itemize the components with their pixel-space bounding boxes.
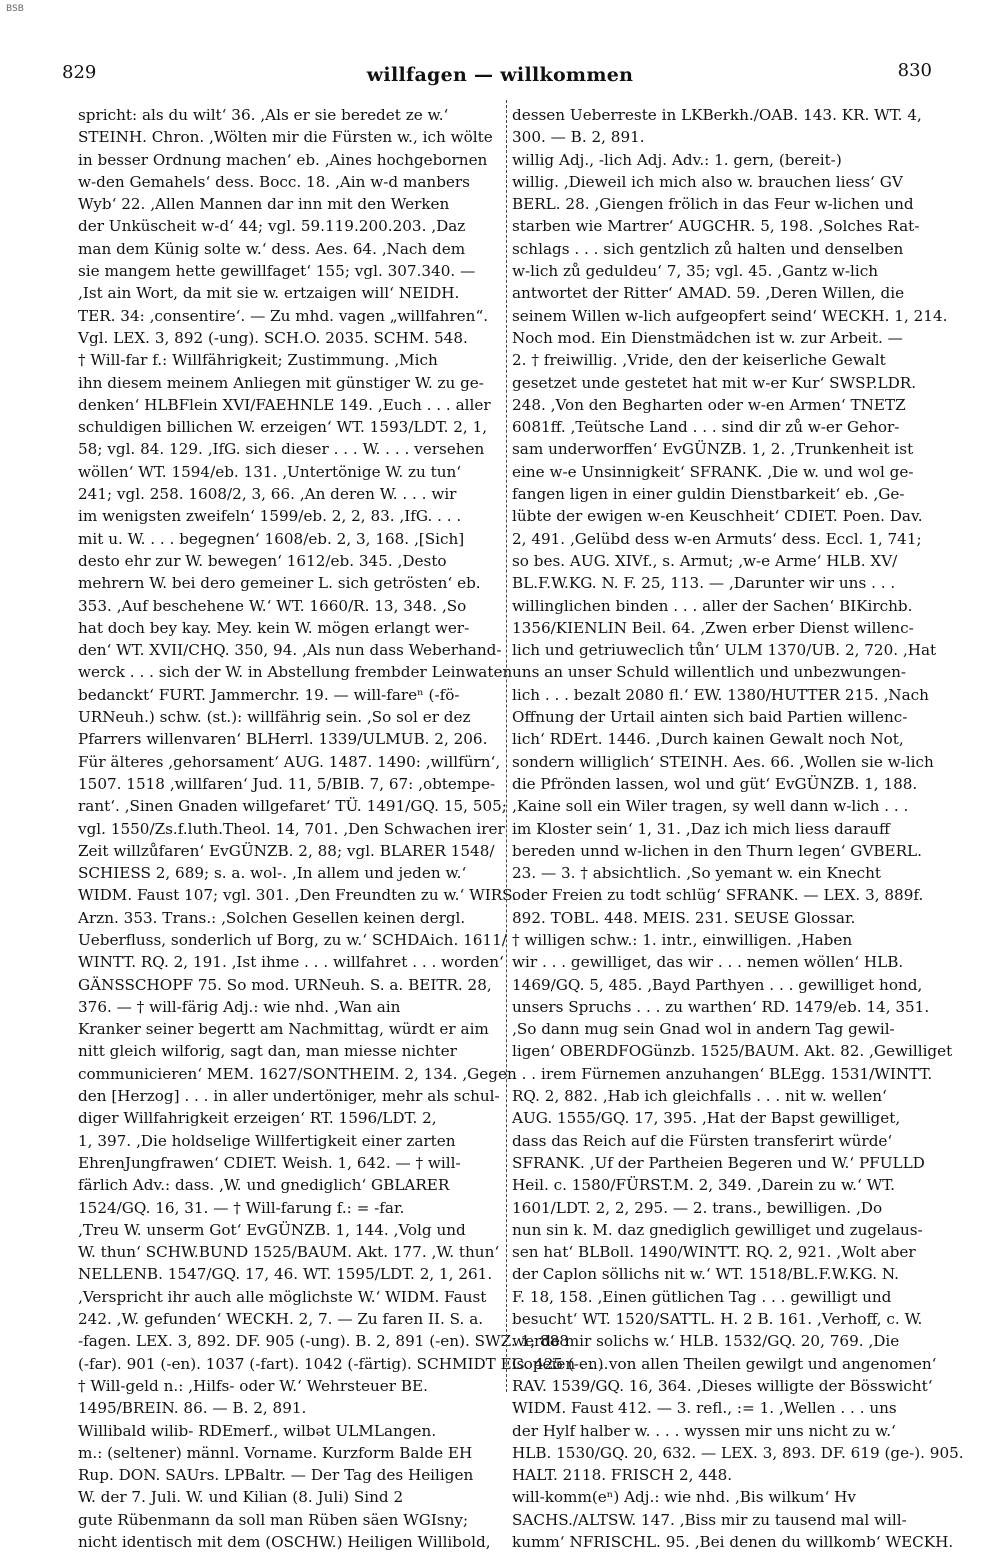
text-line: 1, 397. ‚Die holdselige Willfertigkeit einer zarten [78,1131,456,1150]
text-line: TER. 34: ‚consentire‘. — Zu mhd. vagen „willfahren“. [78,306,489,325]
text-line: F. 18, 158. ‚Einen gütlichen Tag . . . gewilligt und [512,1287,892,1306]
running-title: willfagen — willkommen [366,64,634,86]
text-line: nitt gleich wilforig, sagt dan, man miesse nichter [78,1042,457,1061]
right-column [512,104,964,1551]
text-line: Arzn. 353. Trans.: ‚Solchen Gesellen keinen dergl. [78,908,466,927]
text-line: gesetzet unde gestetet hat mit w-er Kur‘ SWSP.LDR. [512,373,917,392]
text-line: SACHS./ALTSW. 147. ‚Biss mir zu tausend mal will- [512,1510,907,1529]
text-line: im Kloster sein‘ 1, 31. ‚Daz ich mich liess darauff [512,819,890,838]
text-line: kumm‘ NFRISCHL. 95. ‚Bei denen du willkomb‘ WECKH. [512,1533,954,1551]
text-line: Willibald wilib- RDEmerf., wilbət ULMLangen. [78,1421,437,1440]
text-line: sam underworffen‘ EvGÜNZB. 1, 2. ‚Trunkenheit ist [512,440,914,459]
text-line: ihn diesem meinem Anliegen mit günstiger W. zu ge- [78,373,484,392]
text-line: färlich Adv.: dass. ‚W. und gnediglich‘ GBLARER [78,1176,450,1195]
text-line: desto ehr zur W. bewegen‘ 1612/eb. 345. ‚Desto [78,551,447,570]
text-line: oder Freien zu todt schlüg‘ SFRANK. — LEX. 3, 889f. [512,886,924,905]
text-line: starben wie Martrer‘ AUGCHR. 5, 198. ‚Solches Rat- [512,217,920,236]
text-line: wir . . . gewilliget, das wir . . . nemen wöllen‘ HLB. [512,953,904,972]
text-line: Zeit willzůfaren‘ EvGÜNZB. 2, 88; vgl. BLARER 1548/ [78,841,495,860]
text-line: 300. — B. 2, 891. [512,128,645,147]
text-line: bereden unnd w-lichen in den Thurn legen‘ GVBERL. [512,841,922,860]
text-line: RAV. 1539/GQ. 16, 364. ‚Dieses willigte der Bösswicht‘ [512,1376,933,1395]
text-line: BL.F.W.KG. N. F. 25, 113. — ‚Darunter wir uns . . . [512,574,896,593]
text-line: 892. TOBL. 448. MEIS. 231. SEUSE Glossar. [512,908,856,927]
text-line: W. thun‘ SCHW.BUND 1525/BAUM. Akt. 177. ‚W. thun‘ [78,1243,500,1262]
text-line: WINTT. RQ. 2, 191. ‚Ist ihme . . . willfahret . . . worden‘ [78,953,504,972]
text-line: der Caplon söllichs nit w.‘ WT. 1518/BL.F.W.KG. N. [512,1265,899,1284]
page-number-left: 829 [62,62,97,83]
text-line: diger Willfahrigkeit erzeigen‘ RT. 1596/LDT. 2, [78,1109,437,1128]
text-line: URNeuh.) schw. (st.): willfährig sein. ‚So sol er dez [78,708,471,727]
text-line: uns an unser Schuld willentlich und unbezwungen- [512,663,907,682]
text-line: bedanckt‘ FURT. Jammerchr. 19. — will-fareⁿ (-fö- [78,685,460,704]
page-number-right: 830 [897,60,932,81]
text-line: lübte der ewigen w-en Keuschheit‘ CDIET. Poen. Dav. [512,507,923,526]
text-line: eine w-e Unsinnigkeit‘ SFRANK. ‚Die w. und wol ge- [512,462,914,481]
text-line: lich . . . bezalt 2080 fl.‘ EW. 1380/HUTTER 215. ‚Nach [512,685,929,704]
column-divider [506,100,507,1392]
text-line: EhrenJungfrawen‘ CDIET. Weish. 1, 642. — † will- [78,1153,461,1172]
text-line: 1601/LDT. 2, 2, 295. — 2. trans., bewilligen. ‚Do [512,1198,883,1217]
text-line: mit u. W. . . . begegnen‘ 1608/eb. 2, 3, 168. ‚[Sich] [78,529,465,548]
text-line: werde mir solichs w.‘ HLB. 1532/GQ. 20, 769. ‚Die [512,1332,900,1351]
text-line: rant‘. ‚Sinen Gnaden willgefaret‘ TÜ. 1491/GQ. 15, 505; [78,797,507,816]
text-line: WIDM. Faust 107; vgl. 301. ‚Den Freundten zu w.‘ WIRS. [78,886,517,905]
text-line: 1356/KIENLIN Beil. 64. ‚Zwen erber Dienst willenc- [512,618,914,637]
text-line: ‚Verspricht ihr auch alle möglichste W.‘ WIDM. Faust [78,1287,487,1306]
text-line: gute Rübenmann da soll man Rüben säen WGIsny; [78,1510,469,1529]
text-line: Pfarrers willenvaren‘ BLHerrl. 1339/ULMUB. 2, 206. [78,730,488,749]
text-line: ‚So dann mug sein Gnad wol in andern Tag gewil- [512,1020,895,1039]
text-line: GÄNSSCHOPF 75. So mod. URNeuh. S. a. BEITR. 28, [78,975,492,994]
text-line: 1495/BREIN. 86. — B. 2, 891. [78,1399,307,1418]
text-line: 6081ff. ‚Teütsche Land . . . sind dir zů w-er Gehor- [512,418,900,437]
text-line: den‘ WT. XVII/CHQ. 350, 94. ‚Als nun dass Weberhand- [78,641,502,660]
text-line: WIDM. Faust 412. — 3. refl., := 1. ‚Wellen . . . uns [512,1399,897,1418]
text-line: dass das Reich auf die Fürsten transferirt würde‘ [512,1131,893,1150]
text-line: ‚Treu W. unserm Got‘ EvGÜNZB. 1, 144. ‚Volg und [78,1220,466,1239]
text-line: den [Herzog] . . . in aller undertöniger, mehr als schul- [78,1087,500,1106]
text-line: Rup. DON. SAUrs. LPBaltr. — Der Tag des Heiligen [78,1466,474,1485]
text-line: w-lich zů geduldeu‘ 7, 35; vgl. 45. ‚Gantz w-lich [512,262,879,281]
text-line: Kranker seiner begertt am Nachmittag, würdt er aim [78,1020,489,1039]
text-line: willig Adj., -lich Adj. Adv.: 1. gern, (bereit-) [512,150,842,169]
text-line: STEINH. Chron. ‚Wölten mir die Fürsten w., ich wölte [78,128,493,147]
text-line: † Will-geld n.: ‚Hilfs- oder W.‘ Wehrsteuer BE. [78,1376,428,1395]
text-line: besucht‘ WT. 1520/SATTL. H. 2 B. 161. ‚Verhoff, c. W. [512,1310,923,1329]
text-line: ligen‘ OBERDFOGünzb. 1525/BAUM. Akt. 82. ‚Gewilliget [512,1042,953,1061]
text-line: NELLENB. 1547/GQ. 17, 46. WT. 1595/LDT. 2, 1, 261. [78,1265,493,1284]
text-line: ‚Ist ain Wort, da mit sie w. ertzaigen will‘ NEIDH. [78,284,460,303]
text-line: 241; vgl. 258. 1608/2, 3, 66. ‚An deren W. . . . wir [78,485,457,504]
text-line: (-far). 901 (-en). 1037 (-fart). 1042 (-färtig). SCHMIDT Els. 425 (-en). [78,1354,609,1373]
text-line: dessen Ueberreste in LKBerkh./OAB. 143. KR. WT. 4, [512,106,922,124]
text-line: der Hylf halber w. . . . wyssen mir uns nicht zu w.‘ [512,1421,896,1440]
page-header [60,60,940,90]
text-line: sie mangem hette gewillfaget‘ 155; vgl. 307.340. — [78,262,476,281]
text-line: antwortet der Ritter‘ AMAD. 59. ‚Deren Willen, die [512,284,905,303]
text-line: † Will-far f.: Willfährigkeit; Zustimmung. ‚Mich [78,351,438,370]
text-line: man dem Künig solte w.‘ dess. Aes. 64. ‚Nach dem [78,239,466,258]
text-line: 2, 491. ‚Gelübd dess w-en Armuts‘ dess. Eccl. 1, 741; [512,529,922,548]
text-line: hat doch bey kay. Mey. kein W. mögen erlangt wer- [78,618,470,637]
text-line: 248. ‚Von den Begharten oder w-en Armen‘ TNETZ [512,395,906,414]
text-line: vgl. 1550/Zs.f.luth.Theol. 14, 701. ‚Den Schwachen irer [78,819,505,838]
text-line: 58; vgl. 84. 129. ‚IfG. sich dieser . . . W. . . . versehen [78,440,485,459]
text-line: unsers Spruchs . . . zu warthen‘ RD. 1479/eb. 14, 351. [512,997,930,1016]
text-line: 2. † freiwillig. ‚Vride, den der keiserliche Gewalt [512,351,886,370]
text-line: Offnung der Urtail ainten sich baid Partien willenc- [512,708,908,727]
text-line: Noch mod. Ein Dienstmädchen ist w. zur Arbeit. — [512,328,903,347]
text-line: Für älteres ‚gehorsament‘ AUG. 1487. 1490: ‚willfürn‘, [78,752,501,771]
text-line: 353. ‚Auf beschehene W.‘ WT. 1660/R. 13, 348. ‚So [78,596,467,615]
text-line: AUG. 1555/GQ. 17, 395. ‚Hat der Bapst gewilliget, [512,1109,901,1128]
text-line: HALT. 2118. FRISCH 2, 448. [512,1466,733,1485]
text-line: 1507. 1518 ‚willfaren‘ Jud. 11, 5/BIB. 7, 67: ‚obtempe- [78,774,496,793]
text-line: RQ. 2, 882. ‚Hab ich gleichfalls . . . nit w. wellen‘ [512,1087,887,1106]
text-line: denken‘ HLBFlein XVI/FAEHNLE 149. ‚Euch . . . aller [78,395,491,414]
text-line: nicht identisch mit dem (OSCHW.) Heiligen Willibold, [78,1533,491,1551]
text-line: sen hat‘ BLBoll. 1490/WINTT. RQ. 2, 921. ‚Wolt aber [512,1243,916,1262]
text-line: m.: (seltener) männl. Vorname. Kurzform Balde EH [78,1443,473,1462]
text-line: BERL. 28. ‚Giengen frölich in das Feur w-lichen und [512,195,914,214]
text-line: Heil. c. 1580/FÜRST.M. 2, 349. ‚Darein zu w.‘ WT. [512,1176,895,1195]
text-line: 23. — 3. † absichtlich. ‚So yemant w. ein Knecht [512,864,881,883]
text-line: willinglichen binden . . . aller der Sachen‘ BIKirchb. [512,596,913,615]
text-line: werck . . . sich der W. in Abstellung frembder Leinwaten [78,663,513,682]
text-line: SFRANK. ‚Uf der Partheien Begeren und W.‘ PFULLD [512,1153,925,1172]
text-line: mehrern W. bei dero gemeiner L. sich getrösten‘ eb. [78,574,481,593]
text-line: lich und getriuweclich tůn‘ ULM 1370/UB. 2, 720. ‚Hat [512,641,937,660]
text-line: willig. ‚Dieweil ich mich also w. brauchen liess‘ GV [512,172,903,191]
text-line: im wenigsten zweifeln‘ 1599/eb. 2, 2, 83. ‚IfG. . . . [78,507,462,526]
text-line: communicieren‘ MEM. 1627/SONTHEIM. 2, 134. ‚Gegen [78,1064,517,1083]
text-line: 1524/GQ. 16, 31. — † Will-farung f.: = -far. [78,1198,405,1217]
text-line: ‚Kaine soll ein Wiler tragen, sy well dann w-lich . . . [512,797,909,816]
text-line: so bes. AUG. XIVf., s. Armut; ‚w-e Arme‘ HLB. XV/ [512,551,898,570]
text-line: 376. — † will-färig Adj.: wie nhd. ‚Wan ain [78,997,401,1016]
text-line: der Unküscheit w-d‘ 44; vgl. 59.119.200.203. ‚Daz [78,217,466,236]
text-line: schlags . . . sich gentzlich zů halten und denselben [512,239,904,258]
text-line: will-komm(eⁿ) Adj.: wie nhd. ‚Bis wilkum‘ Hv [512,1488,856,1507]
text-line: wöllen‘ WT. 1594/eb. 131. ‚Untertönige W. zu tun‘ [78,462,462,481]
text-line: HLB. 1530/GQ. 20, 632. — LEX. 3, 893. DF. 619 (ge-). 905. [512,1443,964,1462]
text-line: fangen ligen in einer guldin Dienstbarkeit‘ eb. ‚Ge- [512,485,905,504]
library-stamp: BSB [6,4,24,14]
text-line: Ueberfluss, sonderlich uf Borg, zu w.‘ SCHDAich. 1611/ [78,930,507,949]
text-line: lich‘ RDErt. 1446. ‚Durch kainen Gewalt noch Not, [512,730,904,749]
text-line: Copeien . . . von allen Theilen gewilgt und angenomen‘ [512,1354,937,1373]
text-line: seinem Willen w-lich aufgeopfert seind‘ WECKH. 1, 214. [512,306,948,325]
text-line: Vgl. LEX. 3, 892 (-ung). SCH.O. 2035. SCHM. 548. [78,328,468,347]
text-line: spricht: als du wilt‘ 36. ‚Als er sie beredet ze w.‘ [78,106,449,124]
text-line: schuldigen billichen W. erzeigen‘ WT. 1593/LDT. 2, 1, [78,418,488,437]
text-line: . . . irem Fürnemen anzuhangen‘ BLEgg. 1531/WINTT. [512,1064,933,1083]
text-line: die Pfrönden lassen, wol und güt‘ EvGÜNZB. 1, 188. [512,774,918,793]
text-line: sondern williglich‘ STEINH. Aes. 66. ‚Wollen sie w-lich [512,752,934,771]
text-line: Wyb‘ 22. ‚Allen Mannen dar inn mit den Werken [78,195,450,214]
text-line: † willigen schw.: 1. intr., einwilligen. ‚Haben [512,930,853,949]
text-line: 242. ‚W. gefunden‘ WECKH. 2, 7. — Zu faren II. S. a. [78,1310,484,1329]
text-line: in besser Ordnung machen‘ eb. ‚Aines hochgebornen [78,150,488,169]
text-line: -fagen. LEX. 3, 892. DF. 905 (-ung). B. 2, 891 (-en). SWZ. 1, 888 [78,1332,569,1351]
text-line: SCHIESS 2, 689; s. a. wol-. ‚In allem und jeden w.‘ [78,864,467,883]
text-line: 1469/GQ. 5, 485. ‚Bayd Parthyen . . . gewilliget hond, [512,975,923,994]
text-line: W. der 7. Juli. W. und Kilian (8. Juli) Sind 2 [78,1488,404,1507]
text-line: w-den Gemahels‘ dess. Bocc. 18. ‚Ain w-d manbers [78,172,470,191]
text-line: nun sin k. M. daz gnediglich gewilliget und zugelaus- [512,1220,923,1239]
